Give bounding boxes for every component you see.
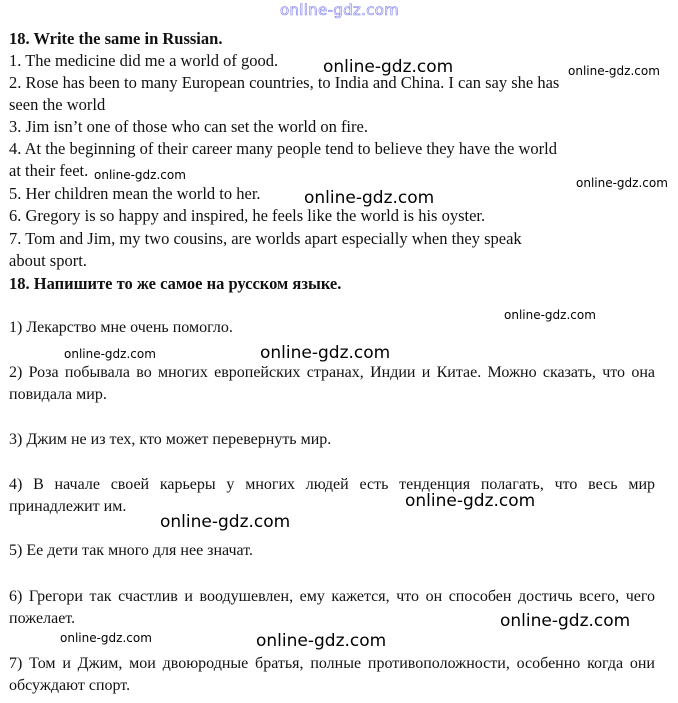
russian-item-3: 3) Джим не из тех, кто может перевернуть мир. xyxy=(9,431,332,448)
watermark: online-gdz.com xyxy=(160,512,291,532)
english-item-7: 7. Tom and Jim, my two cousins, are worlds apart especially when they speak xyxy=(9,229,522,248)
russian-item-4: 4) В начале своей карьеры у многих людей есть тенденция полагать, что весь мир принадлежит им. xyxy=(9,476,655,515)
english-item-7-cont: about sport. xyxy=(9,251,87,270)
watermark: online-gdz.com xyxy=(504,308,596,322)
english-item-2-cont: seen the world xyxy=(9,95,106,114)
english-heading: 18. Write the same in Russian. xyxy=(9,29,223,48)
watermark: online-gdz.com xyxy=(576,176,668,190)
russian-item-7: 7) Том и Джим, мои двоюродные братья, полные противоположности, особенно когда они обсуждают спорт. xyxy=(9,655,655,694)
english-item-5: 5. Her children mean the world to her. xyxy=(9,184,261,203)
watermark: online-gdz.com xyxy=(568,64,660,78)
english-item-4: 4. At the beginning of their career many people tend to believe they have the world xyxy=(9,139,557,158)
russian-item-1: 1) Лекарство мне очень помогло. xyxy=(9,319,233,336)
english-item-2: 2. Rose has been to many European countries, to India and China. I can say she has xyxy=(9,73,560,92)
watermark: online-gdz.com xyxy=(64,347,156,361)
russian-heading: 18. Напишите то же самое на русском языке. xyxy=(9,274,342,293)
site-header-watermark: online-gdz.com xyxy=(280,1,400,19)
watermark: online-gdz.com xyxy=(256,631,387,651)
watermark: online-gdz.com xyxy=(500,611,631,631)
watermark: online-gdz.com xyxy=(323,57,454,77)
russian-item-6: 6) Грегори так счастлив и воодушевлен, ему кажется, что он способен достичь всего, чего пожелает. xyxy=(9,588,655,627)
english-item-6: 6. Gregory is so happy and inspired, he feels like the world is his oyster. xyxy=(9,206,486,225)
watermark: online-gdz.com xyxy=(260,343,391,363)
english-item-1: 1. The medicine did me a world of good. xyxy=(9,51,279,70)
russian-item-5: 5) Ее дети так много для нее значат. xyxy=(9,542,254,559)
watermark: online-gdz.com xyxy=(304,188,435,208)
watermark: online-gdz.com xyxy=(60,631,152,645)
english-item-3: 3. Jim isn’t one of those who can set the world on fire. xyxy=(9,117,368,136)
russian-item-2: 2) Роза побывала во многих европейских странах, Индии и Китае. Можно сказать, что она повидала мир. xyxy=(9,364,655,403)
watermark: online-gdz.com xyxy=(405,491,536,511)
english-item-4-cont: at their feet. xyxy=(9,161,89,180)
watermark: online-gdz.com xyxy=(94,168,186,182)
